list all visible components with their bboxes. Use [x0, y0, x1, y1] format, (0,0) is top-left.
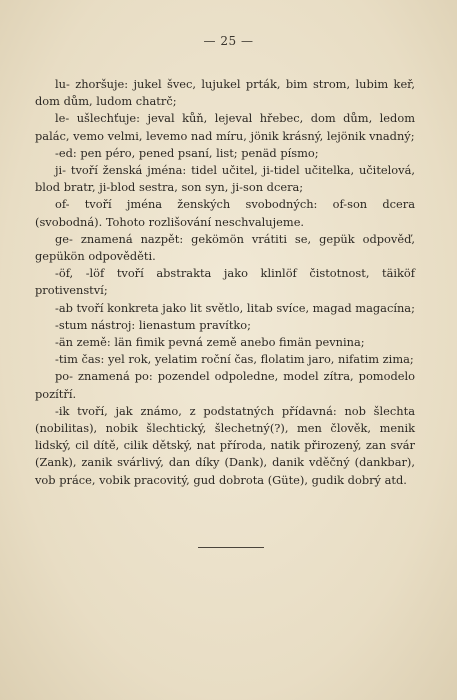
- paragraph-ge: ge- znamená nazpět: gekömön vrátiti se, gepük odpověď, gepükön odpověděti.: [35, 231, 415, 264]
- page-number: — 25 —: [203, 34, 254, 48]
- paragraph-ji: ji- tvoří ženská jména: tidel učitel, ji-tidel učitelka, učitelová, blod bratr, ji-blod sestra, son syn, ji-son dcera;: [35, 163, 415, 195]
- paragraph-of-lof: -öf, -löf tvoří abstrakta jako klinlöf čistotnost, täiköf protivenství;: [35, 266, 415, 298]
- paragraph-ik: -ik tvoří, jak známo, z podstatných přídavná: nob šlechta (nobilitas), nobik šlechtický, šlechetný(?), men člověk, menik lidský, cil dítě, cilik dětský, nat příroda, natik přirozený, zan svár (Zank), zanik svárlivý, dan díky (Dank), danik vděčný (dankbar), vob práce, vobik pracovitý, gud dobrota (Güte), gudik dobrý atd.: [35, 403, 415, 487]
- paragraph-le: le- ušlechťuje: jeval kůň, lejeval hřebec, dom dům, ledom palác, vemo velmi, levemo nad míru, jönik krásný, lejönik vnadný;: [35, 111, 415, 143]
- paragraph-po: po- znamená po: pozendel odpoledne, model zítra, pomodelo pozítří.: [35, 369, 415, 401]
- paragraph-stum: -stum nástroj: lienastum pravítko;: [55, 317, 251, 332]
- paragraph-an: -än země: län fimik pevná země anebo fimän pevnina;: [55, 335, 365, 350]
- paragraph-tim: -tim čas: yel rok, yelatim roční čas, flolatim jaro, nifatim zima;: [55, 352, 414, 367]
- section-divider: [198, 547, 264, 548]
- paragraph-lu: lu- zhoršuje: jukel švec, lujukel prták, bim strom, lubim keř, dom dům, ludom chatrč;: [35, 77, 415, 109]
- paragraph-ab: -ab tvoří konkreta jako lit světlo, litab svíce, magad magacína;: [55, 300, 415, 315]
- paragraph-ed: -ed: pen péro, pened psaní, list; penäd písmo;: [55, 145, 319, 160]
- body-text: [35, 76, 415, 489]
- paragraph-of: of- tvoří jména ženských svobodných: of-son dcera (svobodná). Tohoto rozlišování neschvalujeme.: [35, 197, 415, 229]
